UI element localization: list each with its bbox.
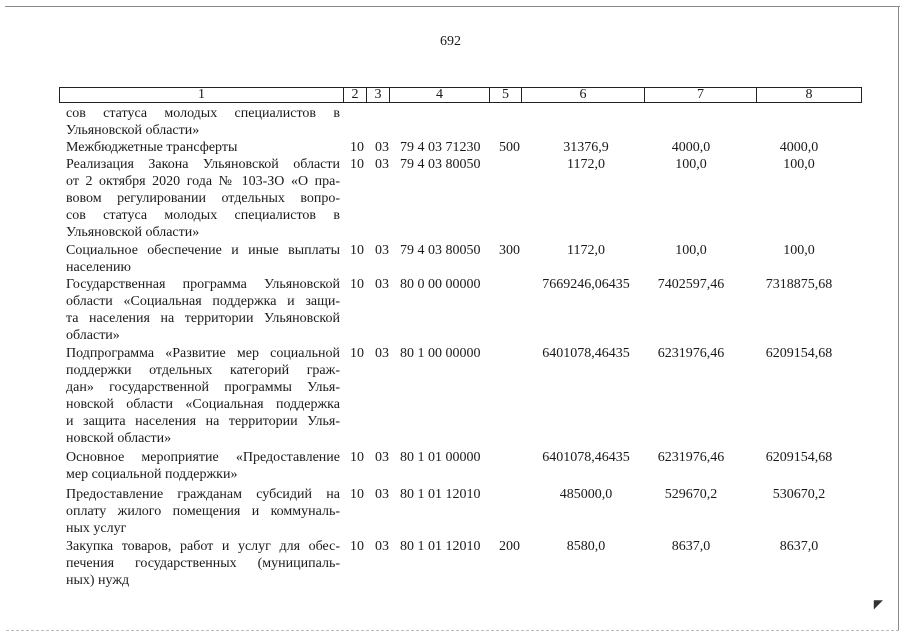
row-cell-c7: 100,0 [675,243,707,258]
row-cell-c8: 6209154,68 [765,346,833,361]
description-line: ных услуг [66,521,127,536]
description-line: области «Социальная поддержка и защи- [66,294,340,309]
row-cell-c6: 8580,0 [566,539,606,554]
row-description [66,345,340,447]
description-line: Ульяновской области» [66,123,200,138]
description-line: сов статуса молодых специалистов в [66,106,340,121]
row-cell-c3: 03 [375,243,389,258]
header-col-5: 5 [490,88,522,103]
row-cell-c2: 10 [350,539,364,554]
corner-mark-icon: ◤ [873,597,883,611]
row-cell-c2: 10 [350,157,364,172]
row-cell-c8: 7318875,68 [765,277,833,292]
row-description [66,139,340,156]
description-line: поддержки отдельных категорий граж- [66,363,340,378]
row-cell-c3: 03 [375,157,389,172]
row-cell-c4: 80 1 00 00000 [400,346,481,361]
row-cell-c7: 529670,2 [664,487,718,502]
column-number-header [59,87,862,103]
description-line: новской области» [66,431,172,446]
page-number: 692 [440,34,461,49]
row-cell-c5: 300 [499,243,520,258]
row-cell-c8: 530670,2 [772,487,826,502]
row-description [66,156,340,241]
row-description [66,105,340,139]
header-col-6: 6 [522,88,645,103]
row-cell-c8: 8637,0 [779,539,819,554]
row-cell-c7: 6231976,46 [657,450,725,465]
row-cell-c2: 10 [350,450,364,465]
description-line: Основное мероприятие «Предоставление [66,450,340,465]
row-cell-c2: 10 [350,346,364,361]
description-line: дан» государственной программы Улья- [66,380,340,395]
row-cell-c7: 8637,0 [671,539,711,554]
row-cell-c3: 03 [375,277,389,292]
row-cell-c3: 03 [375,450,389,465]
row-description [66,449,340,483]
description-line: оплату жилого помещения и коммуналь- [66,504,340,519]
description-line: ных) нужд [66,573,130,588]
row-description [66,538,340,589]
row-cell-c7: 7402597,46 [657,277,725,292]
description-line: Социальное обеспечение и иные выплаты [66,243,340,258]
row-cell-c2: 10 [350,243,364,258]
row-cell-c7: 4000,0 [671,140,711,155]
row-cell-c6: 1172,0 [567,243,605,258]
description-line: Подпрограмма «Развитие мер социальной [66,346,340,361]
header-col-1: 1 [60,88,344,103]
description-line: печения государственных (муниципаль- [66,556,340,571]
header-col-2: 2 [344,88,367,103]
row-cell-c3: 03 [375,487,389,502]
header-col-7: 7 [645,88,757,103]
description-line: области» [66,328,120,343]
row-cell-c6: 1172,0 [567,157,605,172]
row-cell-c8: 100,0 [783,243,815,258]
description-line: населению [66,260,131,275]
header-col-4: 4 [390,88,490,103]
description-line: та населения на территории Ульяновской [66,311,340,326]
row-description [66,276,340,344]
row-description [66,242,340,276]
row-cell-c2: 10 [350,487,364,502]
row-cell-c2: 10 [350,140,364,155]
header-col-8: 8 [757,88,862,103]
description-line: сов статуса молодых специалистов в [66,208,340,223]
row-cell-c5: 200 [499,539,520,554]
row-cell-c6: 7669246,06435 [542,277,630,292]
row-cell-c5: 500 [499,140,520,155]
description-line: вовом регулировании отдельных вопро- [66,191,340,206]
row-cell-c7: 6231976,46 [657,346,725,361]
row-cell-c4: 80 0 00 00000 [400,277,481,292]
row-cell-c4: 80 1 01 12010 [400,539,481,554]
row-cell-c6: 6401078,46435 [542,346,630,361]
description-line: мер социальной поддержки» [66,467,238,482]
row-cell-c4: 80 1 01 00000 [400,450,481,465]
row-cell-c6: 31376,9 [563,140,609,155]
description-line: Закупка товаров, работ и услуг для обес- [66,539,340,554]
row-cell-c4: 79 4 03 80050 [400,157,481,172]
description-line: Межбюджетные трансферты [66,140,238,155]
description-line: Ульяновской области» [66,225,200,240]
row-cell-c8: 6209154,68 [765,450,833,465]
row-cell-c4: 79 4 03 80050 [400,243,481,258]
description-line: новской области «Социальная поддержка [66,397,340,412]
row-cell-c2: 10 [350,277,364,292]
page-edge-top [5,6,900,7]
description-line: от 2 октября 2020 года № 103-ЗО «О пра- [66,174,340,189]
description-line: Предоставление гражданам субсидий на [66,487,340,502]
row-cell-c7: 100,0 [675,157,707,172]
row-cell-c6: 6401078,46435 [542,450,630,465]
row-cell-c3: 03 [375,539,389,554]
page-edge-right [898,6,899,630]
row-cell-c4: 79 4 03 71230 [400,140,481,155]
row-description [66,486,340,537]
row-cell-c3: 03 [375,140,389,155]
description-line: Реализация Закона Ульяновской области [66,157,340,172]
row-cell-c6: 485000,0 [559,487,613,502]
row-cell-c3: 03 [375,346,389,361]
row-cell-c8: 4000,0 [779,140,819,155]
row-cell-c4: 80 1 01 12010 [400,487,481,502]
page-bottom-edge [6,630,899,631]
description-line: и защита населения на территории Улья- [66,414,340,429]
row-cell-c8: 100,0 [783,157,815,172]
description-line: Государственная программа Ульяновской [66,277,340,292]
header-col-3: 3 [367,88,390,103]
